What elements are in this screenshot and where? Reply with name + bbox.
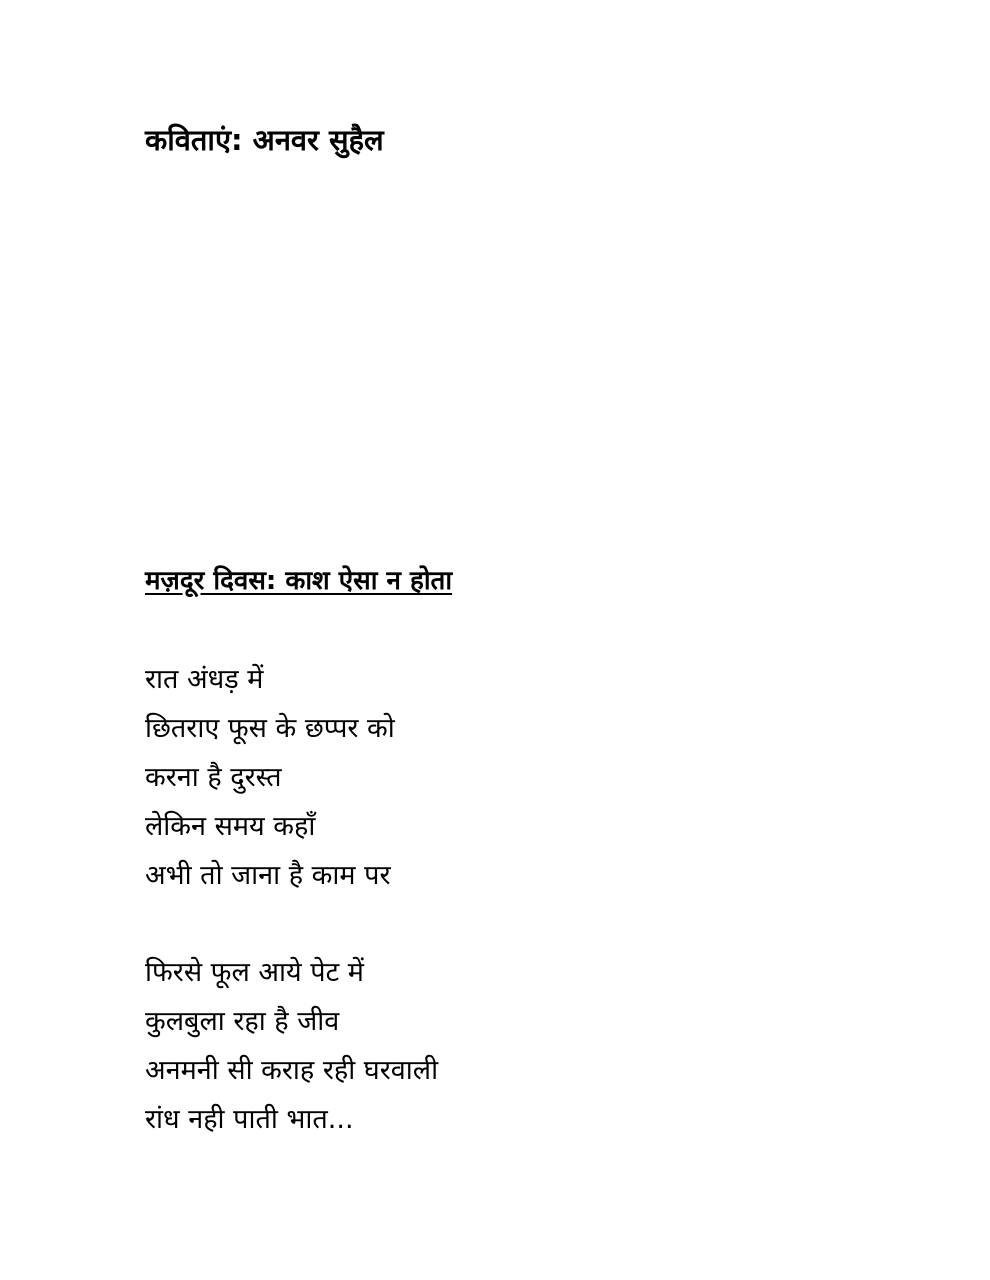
poem-line: फिरसे फूल आये पेट में xyxy=(145,957,364,988)
poem-title: मज़दूर दिवस: काश ऐसा न होता xyxy=(145,566,453,596)
stanza-2 xyxy=(145,948,438,1144)
poem-line: रात अंधड़ में xyxy=(145,664,264,695)
poem-line: अनमनी सी कराह रही घरवाली xyxy=(145,1055,439,1086)
stanza-1 xyxy=(145,655,395,900)
poem-line: करना है दुरस्त xyxy=(145,762,282,793)
poem-line: अभी तो जाना है काम पर xyxy=(145,860,391,891)
poem-line: कुलबुला रहा है जीव xyxy=(145,1006,340,1037)
collection-title: कविताएं: अनवर सुहैल xyxy=(145,123,384,157)
poem-line: रांध नही पाती भात... xyxy=(145,1104,354,1135)
poem-line: लेकिन समय कहाँ xyxy=(145,811,316,842)
poem-line: छितराए फूस के छप्पर को xyxy=(145,713,395,744)
